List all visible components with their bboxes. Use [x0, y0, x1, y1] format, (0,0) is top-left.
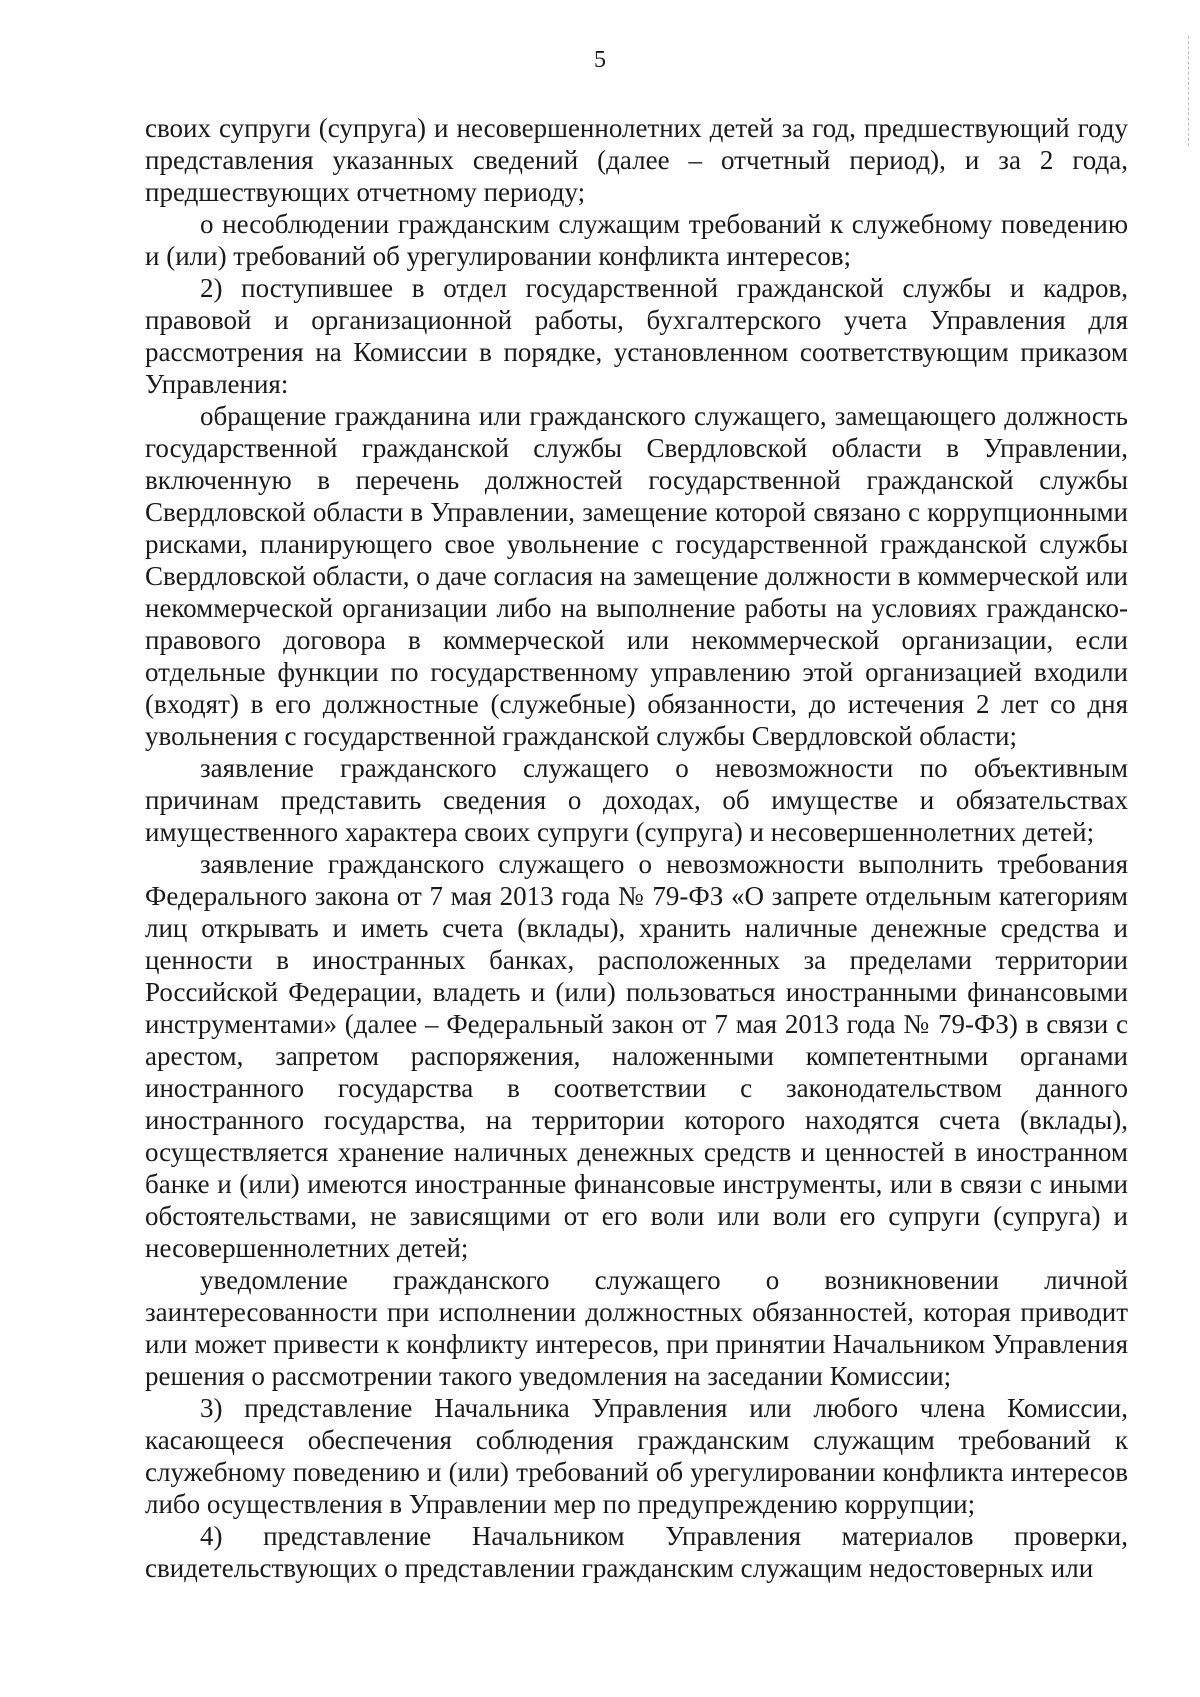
paragraph-item-4: 4) представление Начальником Управления материалов проверки, свидетельствующих о представлении гражданским служащим недостоверных или: [145, 1521, 1128, 1583]
paragraph-appeal: обращение гражданина или гражданского служащего, замещающего должность государственной гражданской службы Свердловской области в Управлении, включенную в перечень должностей государственной гражданской службы Свердловской области в Управлении, замещение которой связано с коррупционными рисками, планирующего свое увольнение с государственной гражданской службы Свердловской области, о даче согласия на замещение должности в коммерческой или некоммерческой организации либо на выполнение работы на условиях гражданско-правового договора в коммерческой или некоммерческой организации, если отдельные функции по государственному управлению этой организацией входили (входят) в его должностные (служебные) обязанности, до истечения 2 лет со дня увольнения с государственной гражданской службы Свердловской области;: [145, 401, 1128, 751]
paragraph-statement-income: заявление гражданского служащего о невозможности по объективным причинам представить сведения о доходах, об имуществе и обязательствах имущественного характера своих супруги (супруга) и несовершеннолетних детей;: [145, 753, 1128, 847]
paragraph-item-2: 2) поступившее в отдел государственной гражданской службы и кадров, правовой и организационной работы, бухгалтерского учета Управления для рассмотрения на Комиссии в порядке, установленном соответствующим приказом Управления:: [145, 273, 1128, 399]
paragraph-statement-federal-law: заявление гражданского служащего о невозможности выполнить требования Федерального закона от 7 мая 2013 года № 79-ФЗ «О запрете отдельным категориям лиц открывать и иметь счета (вклады), хранить наличные денежные средства и ценности в иностранных банках, расположенных за пределами территории Российской Федерации, владеть и (или) пользоваться иностранными финансовыми инструментами» (далее – Федеральный закон от 7 мая 2013 года № 79-ФЗ) в связи с арестом, запретом распоряжения, наложенными компетентными органами иностранного государства в соответствии с законодательством данного иностранного государства, на территории которого находятся счета (вклады), осуществляется хранение наличных денежных средств и ценностей в иностранном банке и (или) имеются иностранные финансовые инструменты, или в связи с иными обстоятельствами, не зависящими от его воли или воли его супруги (супруга) и несовершеннолетних детей;: [145, 849, 1128, 1263]
paragraph-notification: уведомление гражданского служащего о возникновении личной заинтересованности при исполнении должностных обязанностей, которая приводит или может привести к конфликту интересов, при принятии Начальником Управления решения о рассмотрении такого уведомления на заседании Комиссии;: [145, 1265, 1128, 1391]
paragraph-noncompliance: о несоблюдении гражданским служащим требований к служебному поведению и (или) требований об урегулировании конфликта интересов;: [145, 209, 1128, 271]
document-body: [145, 112, 1128, 1584]
page-number: 5: [594, 47, 606, 73]
paragraph-continuation: своих супруги (супруга) и несовершеннолетних детей за год, предшествующий году представления указанных сведений (далее – отчетный период), и за 2 года, предшествующих отчетному периоду;: [145, 113, 1128, 207]
paragraph-item-3: 3) представление Начальника Управления или любого члена Комиссии, касающееся обеспечения соблюдения гражданским служащим требований к служебному поведению и (или) требований об урегулировании конфликта интересов либо осуществления в Управлении мер по предупреждению коррупции;: [145, 1393, 1128, 1519]
